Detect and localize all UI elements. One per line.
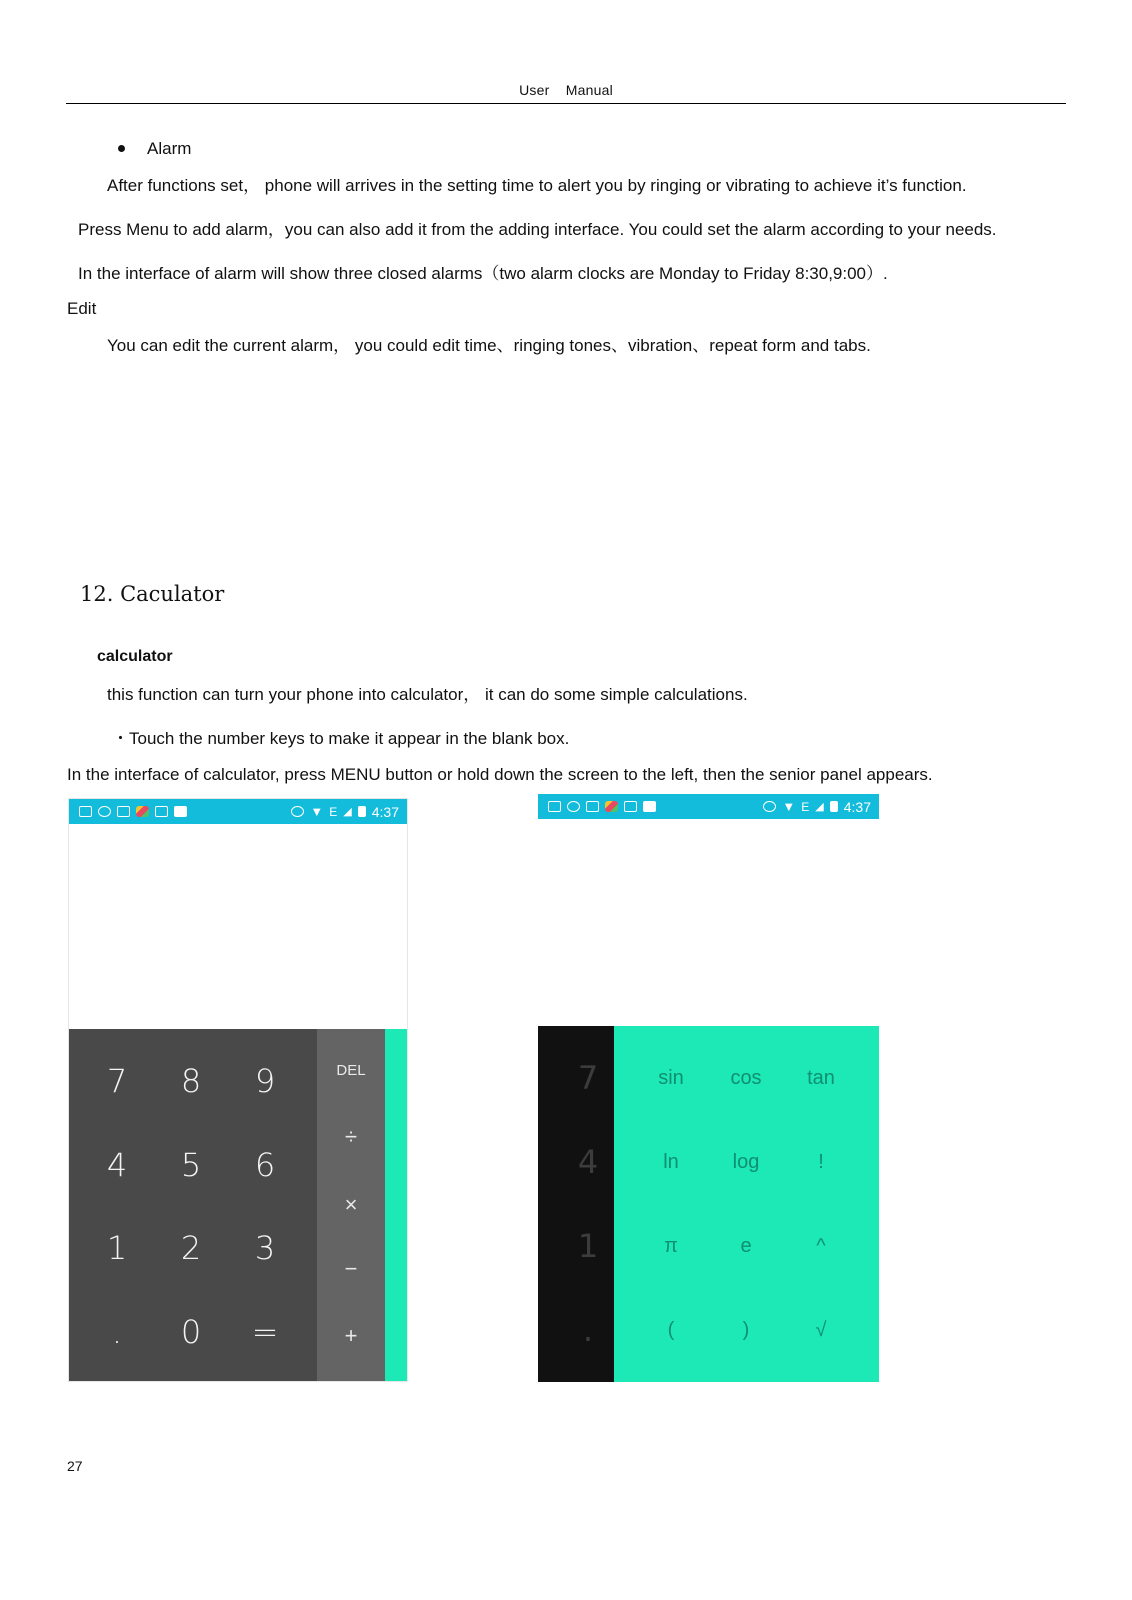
calculator-display[interactable] <box>69 824 407 1029</box>
edit-paragraph: You can edit the current alarm， you could edit time、ringing tones、vibration、repeat form and tabs. <box>107 336 871 355</box>
delete-button[interactable]: DEL <box>336 1061 366 1079</box>
usb-icon <box>155 806 168 817</box>
calculator-basic-screenshot <box>68 798 408 1382</box>
subtract-button[interactable]: − <box>344 1256 358 1281</box>
advanced-panel <box>614 1026 879 1382</box>
calculator-display[interactable] <box>538 819 879 1026</box>
key-2[interactable]: 2 <box>180 1229 202 1267</box>
key-4[interactable]: 4 <box>106 1146 128 1184</box>
status-bar <box>538 794 879 819</box>
signal-icon: ◢ <box>343 806 352 818</box>
cos-button[interactable]: cos <box>730 1066 762 1089</box>
key-8[interactable]: 8 <box>180 1062 202 1100</box>
power-button[interactable]: ^ <box>816 1234 826 1257</box>
ln-button[interactable]: ln <box>663 1150 679 1173</box>
alarm-paragraph-3: In the interface of alarm will show three closed alarms（two alarm clocks are Monday to Friday 8:30,9:00）. <box>78 264 888 283</box>
status-time: 4:37 <box>371 803 399 820</box>
app-notification-icon <box>136 806 149 817</box>
key-6[interactable]: 6 <box>254 1146 276 1184</box>
usb-icon <box>624 801 637 812</box>
key-7[interactable]: 7 <box>106 1062 128 1100</box>
key-0[interactable]: 0 <box>180 1313 202 1351</box>
gallery-icon <box>548 801 561 812</box>
message-icon <box>174 806 187 817</box>
add-button[interactable]: + <box>344 1323 358 1348</box>
battery-icon <box>358 806 366 817</box>
calculator-paragraph-3: In the interface of calculator, press MENU button or hold down the screen to the left, then the senior panel appears. <box>67 765 933 784</box>
section-title: 12. Caculator <box>80 582 225 606</box>
alarm-clock-icon <box>567 801 580 812</box>
mail-icon <box>117 806 130 817</box>
e-button[interactable]: e <box>740 1234 752 1257</box>
key-4: 4 <box>577 1143 599 1181</box>
status-bar <box>69 799 407 824</box>
alarm-clock-icon <box>763 801 776 812</box>
close-paren-button[interactable]: ) <box>742 1318 750 1341</box>
key-3[interactable]: 3 <box>254 1229 276 1267</box>
gallery-icon <box>79 806 92 817</box>
pi-button[interactable]: π <box>664 1234 678 1257</box>
number-keypad <box>69 1029 317 1382</box>
key-equals[interactable]: = <box>251 1313 279 1351</box>
key-1[interactable]: 1 <box>106 1229 128 1267</box>
open-paren-button[interactable]: ( <box>667 1318 675 1341</box>
signal-icon: ◢ <box>815 801 824 813</box>
page-header-title: User Manual <box>519 82 613 98</box>
network-type-label: E <box>801 799 810 814</box>
key-9[interactable]: 9 <box>254 1062 276 1100</box>
factorial-button[interactable]: ! <box>818 1150 824 1173</box>
log-button[interactable]: log <box>732 1150 760 1173</box>
network-type-label: E <box>329 804 338 819</box>
calculator-subheading: calculator <box>97 648 173 665</box>
app-notification-icon <box>605 801 618 812</box>
sin-button[interactable]: sin <box>658 1066 684 1089</box>
key-1: 1 <box>577 1227 599 1265</box>
alarm-clock-icon <box>291 806 304 817</box>
key-7: 7 <box>577 1059 599 1097</box>
edit-heading: Edit <box>67 299 97 318</box>
calculator-paragraph-2: ・Touch the number keys to make it appear in the blank box. <box>112 729 570 748</box>
sqrt-button[interactable]: √ <box>815 1318 827 1341</box>
bullet-icon <box>118 145 125 152</box>
operator-panel <box>317 1029 385 1382</box>
page-number: 27 <box>67 1458 83 1474</box>
divide-button[interactable]: ÷ <box>344 1124 358 1149</box>
tan-button[interactable]: tan <box>807 1066 835 1089</box>
message-icon <box>643 801 656 812</box>
alarm-paragraph-1: After functions set， phone will arrives in the setting time to alert you by ringing or vibrating to achieve it’s function. <box>107 176 967 195</box>
key-5[interactable]: 5 <box>180 1146 202 1184</box>
header-divider <box>66 103 1066 104</box>
alarm-paragraph-2: Press Menu to add alarm，you can also add it from the adding interface. You could set the alarm according to your needs. <box>78 220 997 239</box>
wifi-icon: ▼ <box>310 804 324 819</box>
mail-icon <box>586 801 599 812</box>
advanced-panel-handle[interactable] <box>385 1029 408 1382</box>
alarm-bullet-label: Alarm <box>147 139 192 158</box>
key-decimal: . <box>582 1311 594 1349</box>
dimmed-keypad <box>538 1026 614 1382</box>
battery-icon <box>830 801 838 812</box>
key-decimal[interactable]: . <box>111 1313 123 1351</box>
alarm-clock-icon <box>98 806 111 817</box>
status-time: 4:37 <box>843 798 871 815</box>
calculator-paragraph-1: this function can turn your phone into calculator， it can do some simple calculations. <box>107 685 748 704</box>
multiply-button[interactable]: × <box>344 1192 358 1217</box>
wifi-icon: ▼ <box>782 799 796 814</box>
calculator-advanced-screenshot <box>538 794 879 1382</box>
